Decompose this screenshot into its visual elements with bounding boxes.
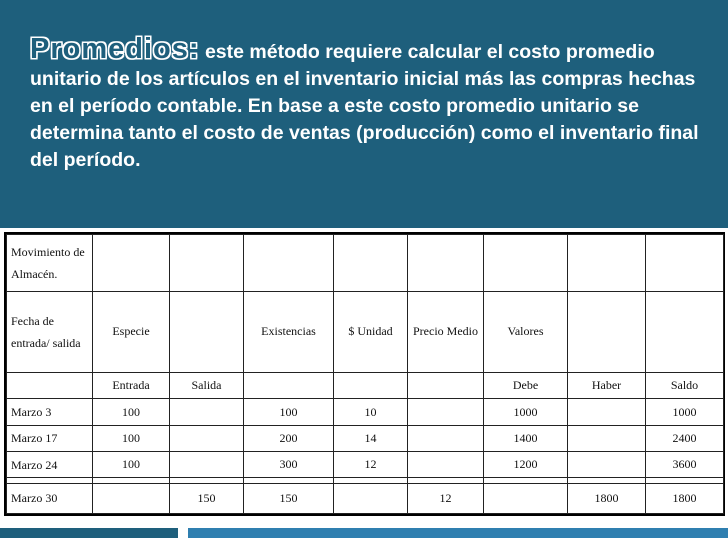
table-cell bbox=[484, 483, 568, 513]
table-row bbox=[7, 235, 724, 292]
table-cell: 1800 bbox=[568, 483, 646, 513]
table-cell: 150 bbox=[170, 483, 244, 513]
table-cell: Saldo bbox=[646, 372, 724, 398]
table-cell bbox=[408, 399, 484, 425]
table-cell: 2400 bbox=[646, 425, 724, 451]
table-cell: 1400 bbox=[484, 425, 568, 451]
table-cell bbox=[568, 399, 646, 425]
table-cell: 12 bbox=[408, 483, 484, 513]
table-cell bbox=[568, 425, 646, 451]
table-cell: 1000 bbox=[484, 399, 568, 425]
table-cell: Precio Medio bbox=[408, 291, 484, 372]
table-cell: $ Unidad bbox=[334, 291, 408, 372]
table-cell: 300 bbox=[244, 452, 334, 478]
table-cell: 14 bbox=[334, 425, 408, 451]
table-cell bbox=[334, 483, 408, 513]
table-cell bbox=[408, 425, 484, 451]
table-cell: 10 bbox=[334, 399, 408, 425]
table-cell: 1200 bbox=[484, 452, 568, 478]
table-cell: 100 bbox=[93, 452, 170, 478]
table-row bbox=[7, 483, 724, 513]
table-cell bbox=[408, 452, 484, 478]
table-cell: Valores bbox=[484, 291, 568, 372]
table-cell: Fecha de entrada/ salida bbox=[7, 291, 93, 372]
table-cell bbox=[170, 399, 244, 425]
table-cell: 3600 bbox=[646, 452, 724, 478]
table-cell: Entrada bbox=[93, 372, 170, 398]
table-cell: Existencias bbox=[244, 291, 334, 372]
footer-bar bbox=[188, 528, 728, 538]
table-cell: Especie bbox=[93, 291, 170, 372]
table-cell bbox=[93, 483, 170, 513]
table-cell: 150 bbox=[244, 483, 334, 513]
table-cell: Marzo 30 bbox=[7, 483, 93, 513]
slide-title: Promedios: bbox=[30, 33, 200, 65]
table-cell: 12 bbox=[334, 452, 408, 478]
table-cell: 200 bbox=[244, 425, 334, 451]
footer-accent-bar bbox=[0, 528, 178, 538]
table-cell: Salida bbox=[170, 372, 244, 398]
intro-text: este método requiere calcular el costo promedio unitario de los artículos en el inventario inicial más las compras hechas en el período contable. En base a este costo promedio unitario se determina tanto el costo de ventas (producción) como el inventario final del período. bbox=[30, 41, 699, 171]
table-cell: 100 bbox=[244, 399, 334, 425]
table-cell bbox=[568, 452, 646, 478]
table-cell: Marzo 17 bbox=[7, 425, 93, 451]
inventory-table-frame bbox=[4, 232, 725, 516]
table-row bbox=[7, 372, 724, 398]
table-cell: Debe bbox=[484, 372, 568, 398]
table-cell bbox=[170, 452, 244, 478]
table-cell: 100 bbox=[93, 425, 170, 451]
table-row bbox=[7, 399, 724, 425]
table-cell: Movimiento de Almacén. bbox=[7, 235, 93, 292]
table-cell: Haber bbox=[568, 372, 646, 398]
table-row bbox=[7, 425, 724, 451]
table-cell: Marzo 3 bbox=[7, 399, 93, 425]
table-cell: 1000 bbox=[646, 399, 724, 425]
table-row bbox=[7, 452, 724, 478]
table-cell: 100 bbox=[93, 399, 170, 425]
table-row bbox=[7, 291, 724, 372]
inventory-table bbox=[6, 234, 724, 514]
table-cell bbox=[170, 425, 244, 451]
table-cell: 1800 bbox=[646, 483, 724, 513]
intro-paragraph bbox=[30, 33, 720, 174]
table-cell: Marzo 24 bbox=[7, 452, 93, 478]
